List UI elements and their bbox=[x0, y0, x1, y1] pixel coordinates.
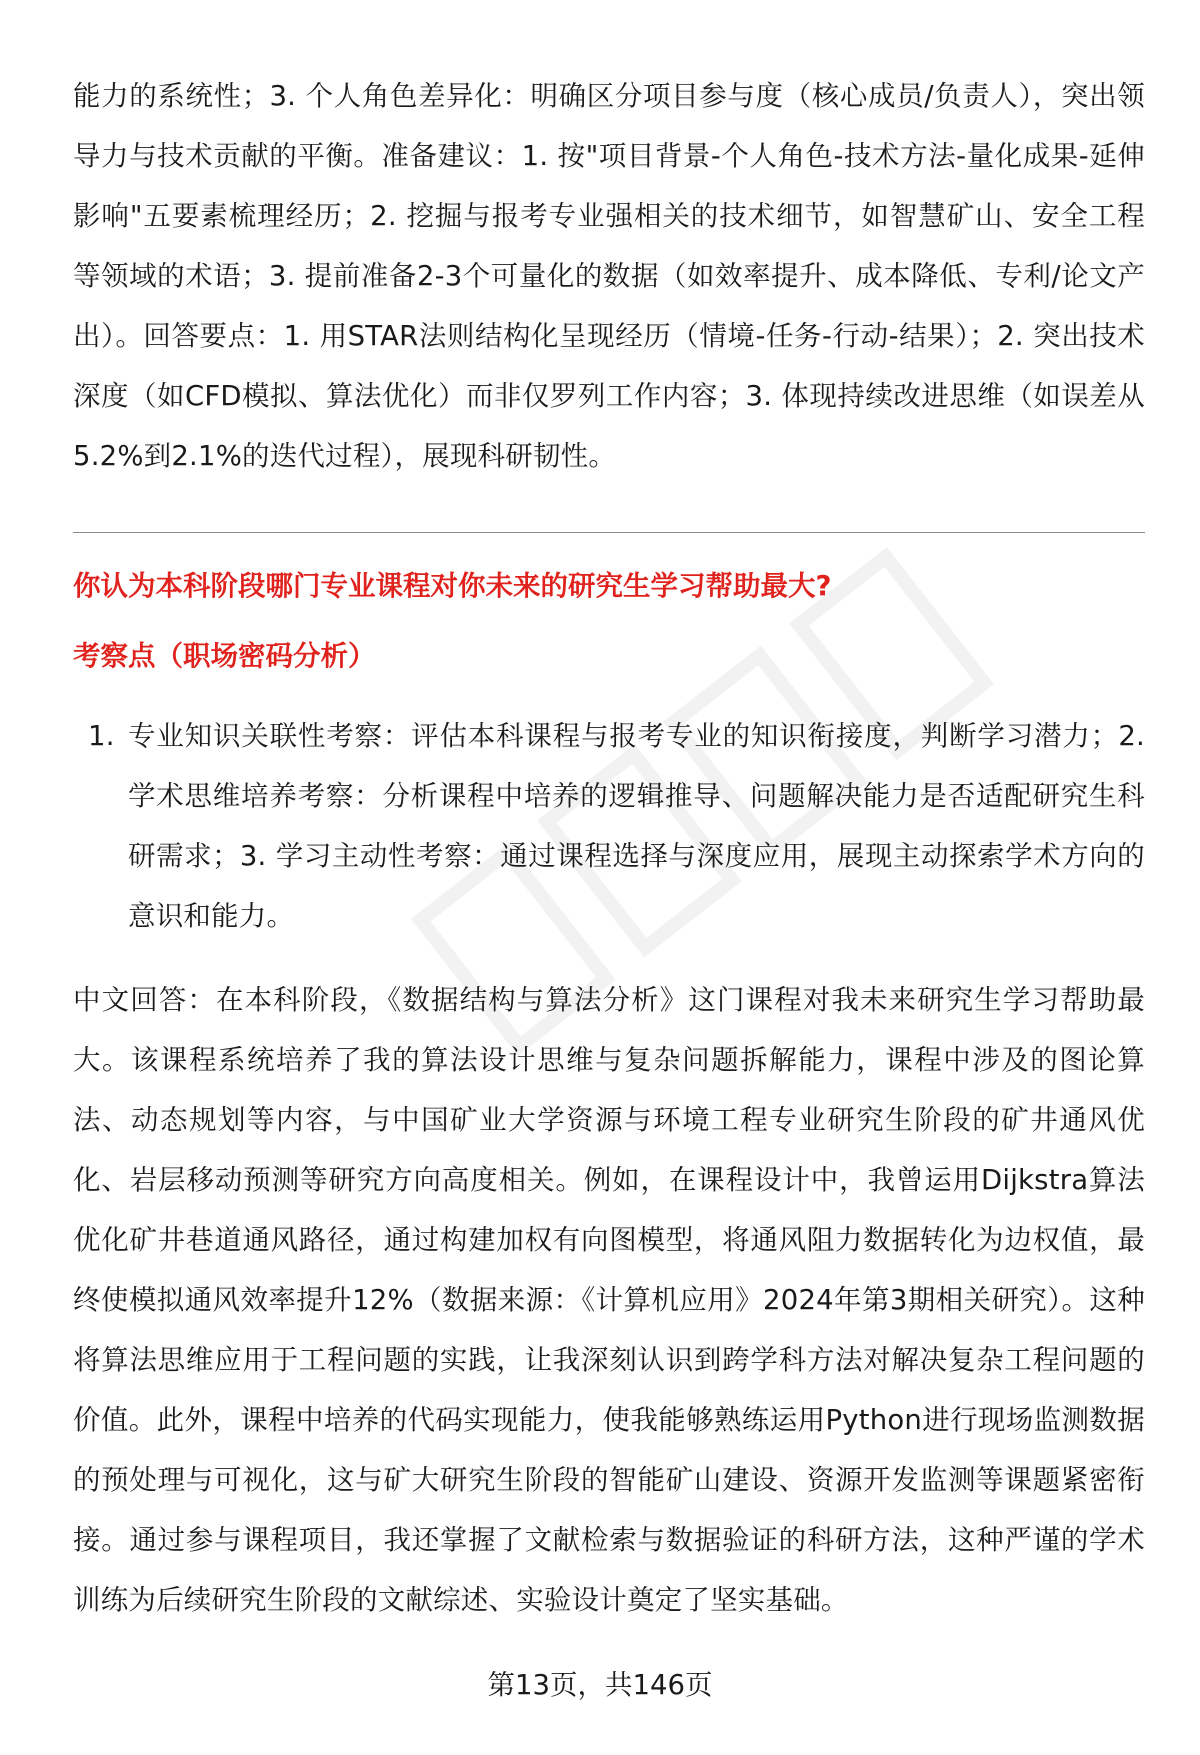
list-item-number: 1. bbox=[88, 720, 115, 752]
assessment-points-list bbox=[73, 706, 1145, 946]
list-item bbox=[73, 706, 1145, 946]
list-item-text: 专业知识关联性考察：评估本科课程与报考专业的知识衔接度，判断学习潜力；2. 学术思维培养考察：分析课程中培养的逻辑推导、问题解决能力是否适配研究生科研需求；3. 学习主动性考察：通过课程选择与深度应用，展现主动探索学术方向的意识和能力。 bbox=[128, 720, 1145, 932]
continued-paragraph: 能力的系统性；3. 个人角色差异化：明确区分项目参与度（核心成员/负责人），突出领导力与技术贡献的平衡。准备建议：1. 按"项目背景-个人角色-技术方法-量化成果-延伸影响"五要素梳理经历；2. 挖掘与报考专业强相关的技术细节，如智慧矿山、安全工程等领域的术语；3. 提前准备2-3个可量化的数据（如效率提升、成本降低、专利/论文产出）。回答要点：1. 用STAR法则结构化呈现经历（情境-任务-行动-结果）；2. 突出技术深度（如CFD模拟、算法优化）而非仅罗列工作内容；3. 体现持续改进思维（如误差从5.2%到2.1%的迭代过程），展现科研韧性。 bbox=[73, 80, 1145, 472]
answer-paragraph: 中文回答：在本科阶段，《数据结构与算法分析》这门课程对我未来研究生学习帮助最大。该课程系统培养了我的算法设计思维与复杂问题拆解能力，课程中涉及的图论算法、动态规划等内容，与中国矿业大学资源与环境工程专业研究生阶段的矿井通风优化、岩层移动预测等研究方向高度相关。例如，在课程设计中，我曾运用Dijkstra算法优化矿井巷道通风路径，通过构建加权有向图模型，将通风阻力数据转化为边权值，最终使模拟通风效率提升12%（数据来源：《计算机应用》2024年第3期相关研究）。这种将算法思维应用于工程问题的实践，让我深刻认识到跨学科方法对解决复杂工程问题的价值。此外，课程中培养的代码实现能力，使我能够熟练运用Python进行现场监测数据的预处理与可视化，这与矿大研究生阶段的智能矿山建设、资源开发监测等课题紧密衔接。通过参与课程项目，我还掌握了文献检索与数据验证的科研方法，这种严谨的学术训练为后续研究生阶段的文献综述、实验设计奠定了坚实基础。 bbox=[73, 984, 1145, 1616]
assessment-points-heading: 考察点（职场密码分析） bbox=[73, 640, 376, 672]
page-number: 第13页，共146页 bbox=[487, 1669, 713, 1701]
question-title: 你认为本科阶段哪门专业课程对你未来的研究生学习帮助最大? bbox=[73, 570, 832, 602]
section-divider bbox=[73, 532, 1145, 533]
